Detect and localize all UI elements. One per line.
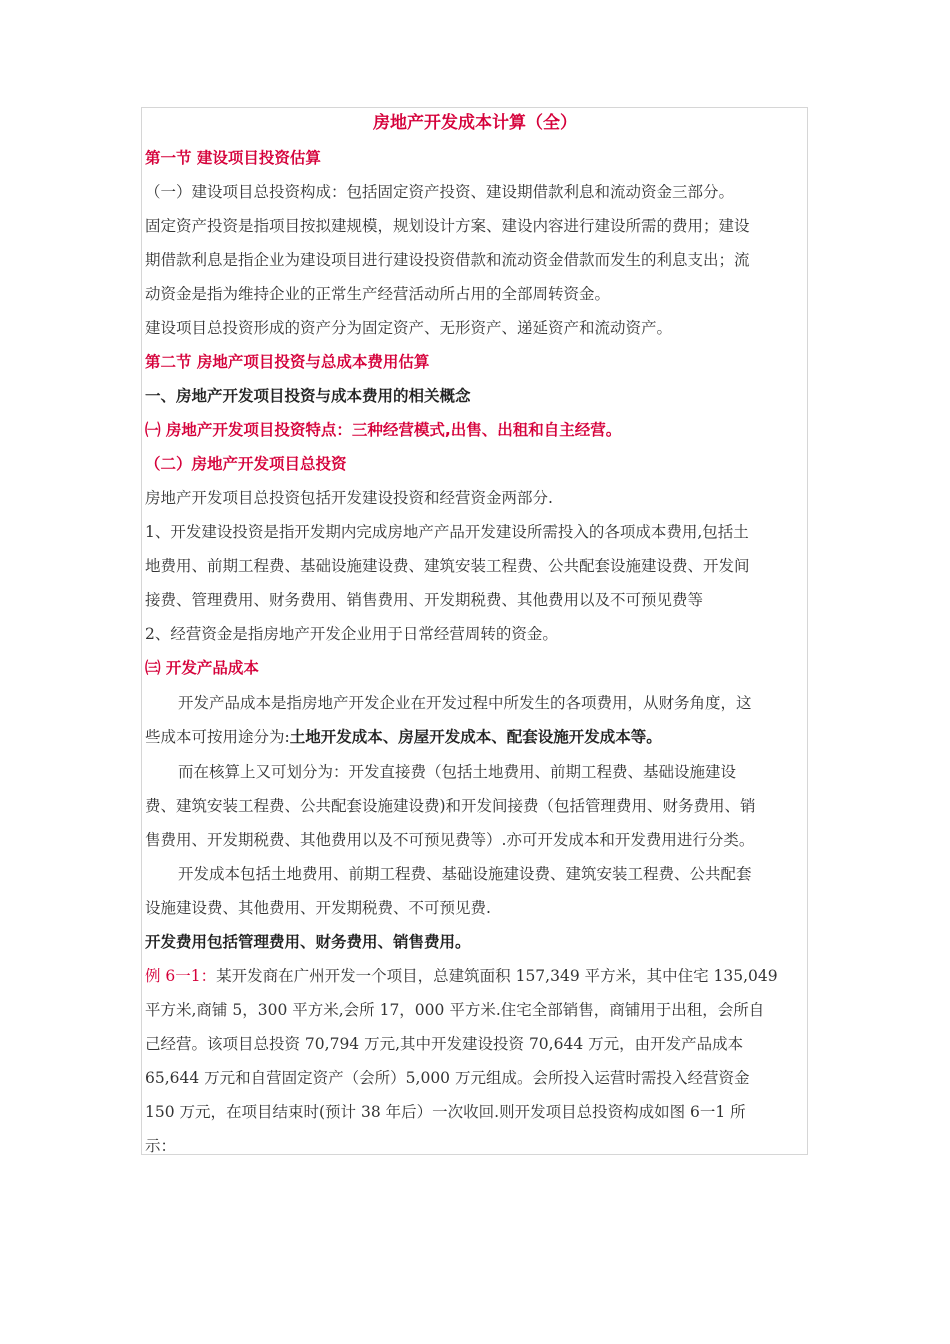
example-line-1-text: 某开发商在广州开发一个项目，总建筑面积 157,349 平方米，其中住宅 135,049: [216, 967, 778, 985]
example-label: 例 6一1：: [145, 967, 217, 985]
section2-subheading-4: ㈢ 开发产品成本: [145, 659, 259, 677]
section2-paragraph-7-line-1: 开发产品成本是指房地产开发企业在开发过程中所发生的各项费用，从财务角度，这: [178, 694, 752, 712]
section2-paragraph-5-line-1: 1、开发建设投资是指开发期内完成房地产产品开发建设所需投入的各项成本费用,包括土: [145, 523, 749, 541]
section2-paragraph-7-line-2: [145, 720, 662, 754]
section2-paragraph-9-line-1: 开发成本包括土地费用、前期工程费、基础设施建设费、建筑安装工程费、公共配套: [178, 865, 752, 883]
section2-paragraph-5-line-2: 地费用、前期工程费、基础设施建设费、建筑安装工程费、公共配套设施建设费、开发间: [145, 557, 750, 575]
section1-paragraph-2-line-2: 期借款利息是指企业为建设项目进行建设投资借款和流动资金借款而发生的利息支出；流: [145, 251, 750, 269]
section2-paragraph-8-line-1: 而在核算上又可划分为：开发直接费（包括土地费用、前期工程费、基础设施建设: [178, 763, 737, 781]
section2-paragraph-4: 房地产开发项目总投资包括开发建设投资和经营资金两部分.: [145, 489, 553, 507]
section2-subheading-2: ㈠ 房地产开发项目投资特点：三种经营模式,出售、出租和自主经营。: [145, 421, 622, 439]
example-line-6: 示：: [145, 1137, 177, 1155]
section2-paragraph-8-line-2: 费、建筑安装工程费、公共配套设施建设费)和开发间接费（包括管理费用、财务费用、销: [145, 797, 756, 815]
section1-paragraph-2-line-3: 动资金是指为维持企业的正常生产经营活动所占用的全部周转资金。: [145, 285, 611, 303]
section2-paragraph-6: 2、经营资金是指房地产开发企业用于日常经营周转的资金。: [145, 625, 558, 643]
section2-paragraph-9-line-2: 设施建设费、其他费用、开发期税费、不可预见费.: [145, 899, 491, 917]
example-line-1: [145, 959, 778, 993]
example-line-3: 己经营。该项目总投资 70,794 万元,其中开发建设投资 70,644 万元，由开发产品成本: [145, 1035, 744, 1053]
section1-paragraph-3: 建设项目总投资形成的资产分为固定资产、无形资产、递延资产和流动资产。: [145, 319, 673, 337]
section2-heading: 第二节 房地产项目投资与总成本费用估算: [145, 353, 430, 371]
document-title: 房地产开发成本计算（全）: [373, 113, 577, 133]
example-line-5: 150 万元，在项目结束时(预计 38 年后）一次收回.则开发项目总投资构成如图 6一1 所: [145, 1103, 746, 1121]
section2-paragraph-5-line-3: 接费、管理费用、财务费用、销售费用、开发期税费、其他费用以及不可预见费等: [145, 591, 704, 609]
section1-paragraph-1: （一）建设项目总投资构成：包括固定资产投资、建设期借款利息和流动资金三部分。: [145, 183, 735, 201]
section2-subheading-3: （二）房地产开发项目总投资: [145, 455, 347, 473]
section2-paragraph-10: 开发费用包括管理费用、财务费用、销售费用。: [145, 933, 471, 951]
paragraph-7-lead: 些成本可按用途分为:: [145, 728, 290, 746]
section2-paragraph-8-line-3: 售费用、开发期税费、其他费用以及不可预见费等）.亦可开发成本和开发费用进行分类。: [145, 831, 755, 849]
example-line-2: 平方米,商铺 5，300 平方米,会所 17，000 平方米.住宅全部销售，商铺用于出租，会所自: [145, 1001, 765, 1019]
section1-paragraph-2-line-1: 固定资产投资是指项目按拟建规模，规划设计方案、建设内容进行建设所需的费用；建设: [145, 217, 750, 235]
example-line-4: 65,644 万元和自营固定资产（会所）5,000 万元组成。会所投入运营时需投入经营资金: [145, 1069, 750, 1087]
paragraph-7-emphasis: 土地开发成本、房屋开发成本、配套设施开发成本等。: [289, 728, 662, 746]
section1-heading: 第一节 建设项目投资估算: [145, 149, 321, 167]
section2-subheading-1: 一、房地产开发项目投资与成本费用的相关概念: [145, 387, 471, 405]
